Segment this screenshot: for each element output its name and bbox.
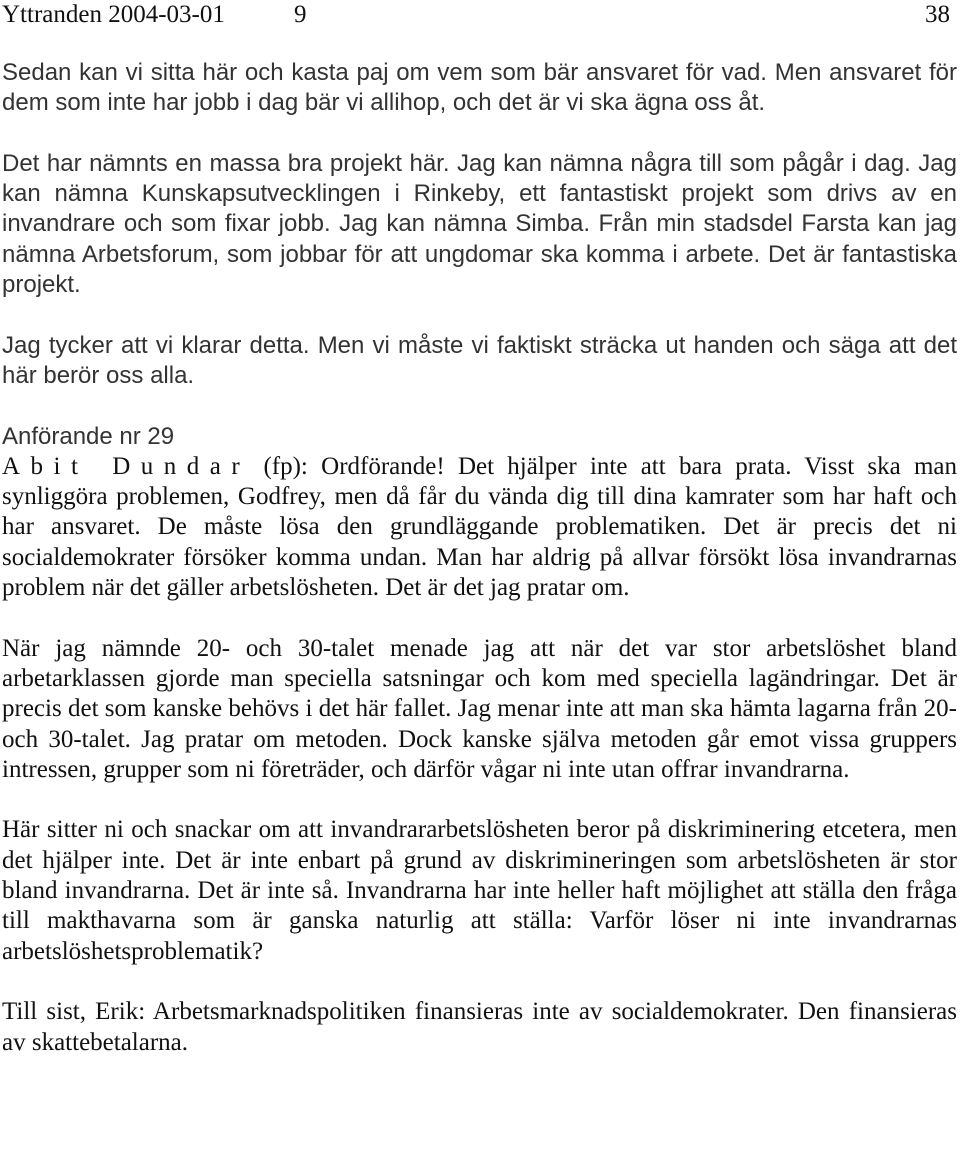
speech-paragraph-3: Här sitter ni och snackar om att invandrararbetslösheten beror på diskriminering etcetera, men det hjälper inte. Det är inte enbart på grund av diskrimineringen som arbetslösheten är stor bland invandrarna. Det är inte så. Invandrarna har inte heller haft möjlighet att ställa den fråga till makthavarna som är ganska naturlig att ställa: Varför löser ni inte invandrarnas arbetslöshetsproblematik? (2, 816, 957, 965)
speech-paragraph-4: Till sist, Erik: Arbetsmarknadspolitiken finansieras inte av socialdemokrater. Den finansieras av skattebetalarna. (2, 998, 957, 1056)
speech-paragraph-2: När jag nämnde 20- och 30-talet menade jag att när det var stor arbetslöshet bland arbetarklassen gjorde man speciella satsningar och kom med speciella lagändringar. Det är precis det som kanske behövs i det här fallet. Jag menar inte att man ska hämta lagarna från 20- och 30-talet. Jag pratar om metoden. Dock kanske själva metoden går emot vissa gruppers intressen, grupper som ni företräder, och därför vågar ni inte utan offrar invandrarna. (2, 634, 957, 783)
speaker-party: (fp): (263, 452, 308, 480)
header-page-number: 38 (925, 1, 950, 28)
paragraph-3: Jag tycker att vi klarar detta. Men vi måste vi faktiskt sträcka ut handen och säga att det här berör oss alla. (2, 331, 957, 389)
paragraph-2: Det har nämnts en massa bra projekt här. Jag kan nämna några till som pågår i dag. Jag kan nämna Kunskapsutvecklingen i Rinkeby, ett fantastiskt projekt som drivs av en invandrare och som fixar jobb. Jag kan nämna Simba. Från min stadsdel Farsta kan jag nämna Arbetsforum, som jobbar för att ungdomar ska komma i arbete. Det är fantastiska projekt. (2, 149, 957, 299)
speech-opening-paragraph (2, 452, 957, 603)
speech-opening-text: Ordförande! Det hjälper inte att bara prata. Visst ska man synliggöra problemen, Godfrey, men då får du vända dig till dina kamrater som har haft och har ansvaret. De måste lösa den grundläggande problematiken. Det är precis det ni socialdemokrater försöker komma undan. Man har aldrig på allvar försökt lösa invandrarnas problem när det gäller arbetslösheten. Det är det jag pratar om. (2, 452, 958, 602)
speech-heading: Anförande nr 29 (2, 422, 175, 450)
header-date: Yttranden 2004-03-01 (2, 1, 225, 28)
paragraph-1: Sedan kan vi sitta här och kasta paj om vem som bär ansvaret för vad. Men ansvaret för dem som inte har jobb i dag bär vi allihop, och det är vi ska ägna oss åt. (2, 59, 957, 117)
page-header (2, 0, 952, 32)
header-section-number: 9 (294, 1, 307, 28)
speaker-name: Abit Dundar (2, 452, 251, 480)
document-body (2, 58, 957, 1058)
